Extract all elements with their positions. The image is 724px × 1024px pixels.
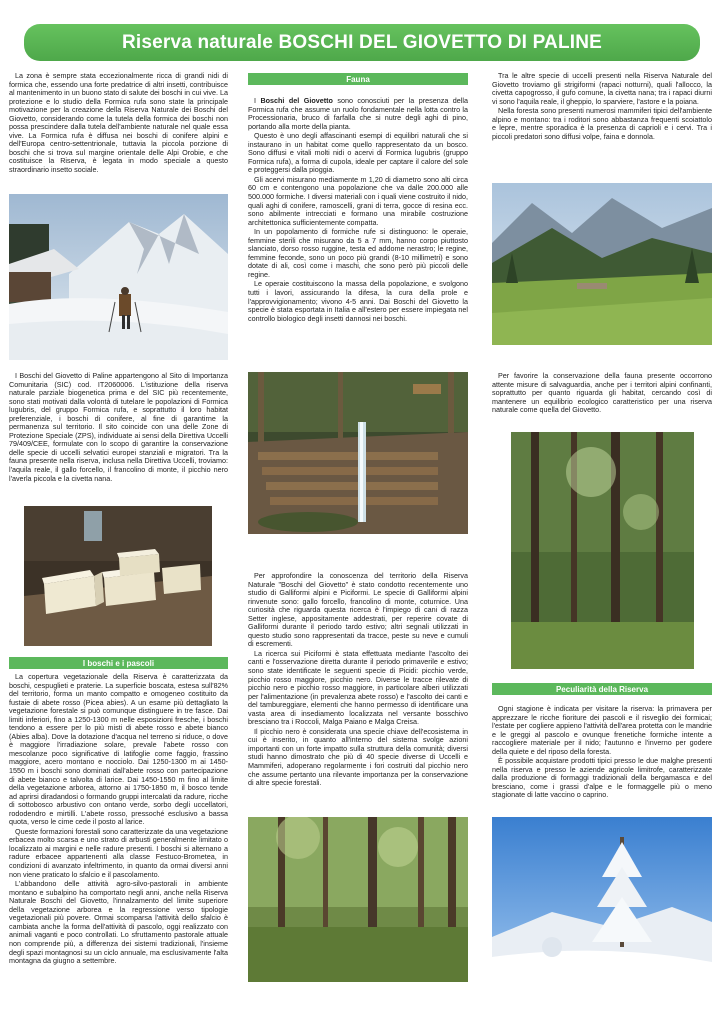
peculiarita-section-header bbox=[492, 683, 712, 695]
conifer-forest-photo bbox=[511, 432, 694, 669]
uccelli-paragraph-1: Tra le altre specie di uccelli presenti nella Riserva Naturale del Giovetto troviamo gli strigiformi (rapaci notturni), quali l'allocco, la civetta capogrosso, il gufo comune, la civetta nana; tra i rapaci diurni vi sono l'aquila reale, il gheppio, lo sparviere, l'astore e la poiana. bbox=[492, 71, 712, 106]
fauna-paragraph-1: I Boschi del Giovetto sono conosciuti per la presenza della Formica rufa che assume un ruolo fondamentale nella lotta contro la Processionaria, bruco di farfalla che si nutre degli aghi di pino, portando alla morte della pianta. bbox=[248, 96, 468, 131]
boschi-paragraph-2: Queste formazioni forestali sono caratterizzate da una vegetazione erbacea molto scarsa e uno strato di arbusti generalmente limitato o localizzato ai margini e nelle radure presenti. I boschi si alternano a radure erbacee appartenenti alla classe Festuco-Brometea, in condizioni di avanzato infeltrimento, in quanto da ormai diversi anni non viene praticato lo sfalcio e il pascolamento. bbox=[9, 826, 228, 879]
galliformi-paragraph-3: Il picchio nero è considerata una specie chiave dell'ecosistema in cui è inserito, in quanto all'interno del sistema svolge azioni importanti con un forte impatto sulla struttura della comunità; diversi studi hanno dimostrato che più di 40 specie diverse di Uccelli e Mammiferi, adoperano regolarmente i fori costruiti dal picchio nero che assume pertanto una rilevante importanza per la conservazione di altre specie forestali. bbox=[248, 726, 468, 788]
page-title: Riserva naturale BOSCHI DEL GIOVETTO DI PALINE bbox=[121, 31, 603, 53]
uccelli-text bbox=[492, 72, 712, 141]
cheese-photo bbox=[24, 506, 212, 646]
boschi-paragraph-1: La copertura vegetazionale della Riserva è caratterizzata da boschi, cespuglieti e praterie. La superficie boscata, estesa sull'82% del territorio, forma un manto compatto e omogeneo costituito da fustaie di abete rosso (Picea abies). A un esame più dettagliato la vegetazione forestale si può comunque distinguere in tre fasce. Dai limiti inferiori, fino a 1250-1300 m nelle esposizioni fresche, i boschi tendono a essere per lo più misti di abete rosso e abete bianco (Abies alba). Dove la dotazione d'acqua nel terreno si riduce, o dove è maggiore l'irradiazione solare, prevale l'abete rosso con mescolanze poco significative di latifoglie come faggio, frassino maggiore, acero montano e nocciolo. Dai 1250-1300 m ai 1450-1550 m i boschi sono dominati dall'abete rosso con partecipazione di abete bianco e talvolta di larice. Dai 1450-1550 m fino al limite della vegetazione arborea, attorno ai 1750-1850 m, il bosco tende ad aprirsi diradandosi o formando gruppi intercalati da radure, ricche di sottobosco arbustivo con ontano verde, sorbo degli uccellatori, rododendro e mirtilli. L'abete rosso, pressoché esclusivo a bassa quota, verso le cime cede il posto al larice. bbox=[9, 672, 228, 827]
fauna-text bbox=[248, 97, 468, 323]
fauna-section-title: Fauna bbox=[346, 74, 370, 84]
waterfall-photo bbox=[248, 372, 468, 534]
peculiarita-paragraph-2: È possibile acquistare prodotti tipici presso le due malghe presenti nella riserva e presso le aziende agricole limitrofe, caratterizzate dalla produzione di formaggi tradizionali della bergamasca e del bresciano, come i grassi d'alpe e le formaggelle più o meno stagionate di latte vaccino o caprino. bbox=[492, 756, 712, 800]
conservazione-text bbox=[492, 372, 712, 415]
boschi-paragraph-3: L'abbandono delle attività agro-silvo-pastorali in ambiente montano e subalpino ha comportato negli anni, anche nella Riserva Naturale Boschi del Giovetto, l'innalzamento del limite superiore della vegetazione arborea e la regressione verso tipologie vegetazionali più povere. Ormai scomparsa l'attività dello sfalcio è cambiata anche la forma dell'attività di pascolo, oggi realizzato con animali vaganti e poco controllati. Lo sfruttamento pastorale attuale non comprende più, a differenza dei sistemi tradizionali, l'insieme degli spazi montagnosi su un ciclo annuale, ma esclusivamente l'alta montagna da giugno a settembre. bbox=[9, 879, 228, 966]
fauna-paragraph-4: In un popolamento di formiche rufe si distinguono: le operaie, femmine sterili che misurano da 5 a 7 mm, hanno corpo piuttosto slanciato, dorso rosso ruggine, testa ed addome nerastro; le regine, femmine feconde, sono un poco più grandi (8-10 millimetri) e sono dotate di ali, così come i maschi, che sono però più piccoli delle regine. bbox=[248, 227, 468, 279]
natura2000-text bbox=[9, 372, 228, 483]
title-banner bbox=[24, 24, 700, 61]
boschi-section-header bbox=[9, 657, 228, 669]
snowy-tree-photo bbox=[492, 817, 712, 982]
peculiarita-section-title: Peculiarità della Riserva bbox=[555, 684, 649, 694]
forest-photo bbox=[248, 817, 468, 982]
galliformi-text bbox=[248, 572, 468, 788]
peculiarita-text bbox=[492, 705, 712, 800]
intro-paragraph: La zona è sempre stata eccezionalmente ricca di grandi nidi di formica che, essendo una forte predatrice di altri insetti, contribuisce al mantenimento in un buono stato di salute dei boschi in cui vive. La protezione e lo studio della Formica rufa sono state la principale motivazione per la creazione della Riserva Naturale dei Boschi del Giovetto, considerando come la tutela della formica dei boschi non possa prescindere dalla tutela dell'ambiente naturale nel quale essa vive. La Formica rufa è diffusa nei boschi di conifere alpini e dell'Europa centro-settentrionale, tuttavia la piccola porzione di boschi che si trova sul margine orientale delle Alpi Orobie, e che costituisce la Riserva, è legata in modo speciale a questo straordinario insetto sociale. bbox=[9, 71, 228, 175]
galliformi-paragraph-2: La ricerca sui Piciformi è stata effettuata mediante l'ascolto dei canti e l'osservazione diretta durante il periodo primaverile e estivo; sono state identificate le seguenti specie di Picidi: picchio verde, picchio rosso maggiore, picchio nero. Diverse le tracce rilevate di picchio nero e picchio rosso maggiore, in particolare alberi utilizzati per l'alimentazione (in prevalenza abete rosso) e l'ascolto dei canti e del tambureggiare, elementi che hanno permesso di identificare una vasta area di insediamento localizzata nel versante bosschivo bresciano tra i Roccoli, Malga Paiano e Malga Creisa. bbox=[248, 648, 468, 727]
fauna-paragraph-1-rest: sono conosciuti per la presenza della Formica rufa che assume un ruolo fondamentale nella lotta contro la Processionaria, bruco di farfalla che si nutre degli aghi di pino, portando alla morte della pianta. bbox=[248, 96, 468, 131]
uccelli-paragraph-2: Nella foresta sono presenti numerosi mammiferi tipici dell'ambiente alpino e montano: tra i roditori sono abbastanza frequenti scoiattolo e lepre, mentre sporadica è la presenza di caprioli e i cervi. Tra i piccoli predatori sono diffusi volpe, faina e donnola. bbox=[492, 106, 712, 141]
fauna-paragraph-5: Le operaie costituiscono la massa della popolazione, e svolgono tutti i lavori, assicurando la difesa, la cura della prole e l'approvvigionamento; vivono 4-5 anni. Dai Boschi del Giovetto la specie è stata esportata in Italia e all'estero per essere impiegata nel controllo biologico degli insetti dannosi nei boschi. bbox=[248, 279, 468, 323]
peculiarita-paragraph-1: Ogni stagione è indicata per visitare la riserva: la primavera per apprezzare le ricche fioriture dei pascoli e il risveglio dei formicai; l'estate per cogliere appieno l'attività dell'area protetta con le mandrie e le greggi al pascolo e ovunque frenetiche formiche intente a raccogliere materiale per il nido; l'autunno e l'inverno per godere della quiete e del riposo della foresta. bbox=[492, 704, 712, 756]
fauna-paragraph-3: Gli acervi misurano mediamente m 1,20 di diametro sono alti circa 60 cm e contengono una popolazione che va dalle 200.000 alle 500.000 formiche. I diversi materiali con i quali viene costruito il nido, quali aghi di conifere, ramoscelli, grani di terra, gocce di resina ecc. sono abilmente intrecciati e formano una mirabile costruzione architettonica sufficientemente compatta. bbox=[248, 174, 468, 227]
fauna-paragraph-2: Questo è uno degli affascinanti esempi di equilibri naturali che si instaurano in un habitat come quello rappresentato da un bosco. Sono diffusi e vitali molti nidi o acervi di Formica lugubris (gruppo Formica rufa), a forma di cupola, ideale per captare il calore del sole e proteggersi dalla pioggia. bbox=[248, 131, 468, 175]
natura2000-paragraph: I Boschi del Giovetto di Paline appartengono al Sito di Importanza Comunitaria (SIC) cod. IT2060006. L'istituzione della riserva naturale parziale biogenetica prima e del SIC più recentemente, sono stati motivati dalla volontà di tutelare le popolazioni di Formica lugubris, del gruppo Formica rufa, e soprattutto il loro habitat preferenziale, i boschi di conifere, al fine di garantirne la permanenza sul territorio. Il sito coincide con una delle Zone di Protezione Speciale (ZPS), individuate ai sensi della Direttiva Uccelli 79/409/CEE, formulate con lo scopo di garantire la conservazione delle specie di uccelli selvatici europei stanziali e migratori. Tra la fauna presente nella riserva, inclusa nella Direttiva Uccelli, troviamo: l'aquila reale, il gallo forcello, il francolino di monte, il picchio nero l'averla piccola e la civetta nana. bbox=[9, 371, 228, 483]
intro-text bbox=[9, 72, 228, 175]
fauna-lead-bold: Boschi del Giovetto bbox=[260, 96, 333, 105]
snow-hiker-photo bbox=[9, 194, 228, 360]
fauna-section-header bbox=[248, 73, 468, 85]
galliformi-paragraph-1: Per approfondire la conoscenza del territorio della Riserva Naturale "Boschi del Giovetto" è stato condotto recentemente uno studio di Galliformi alpini e Piciformi. Le specie di Galliformi alpini rinvenute sono: gallo forcello, francolino di monte, coturnice. Una curiosità che riguarda questa ricerca è l'impiego di cani di razza Setter inglese, appositamente addestrati, per reperire covate di Galliformi durante il periodo tardo estivo; altri segnali utilizzati in questo studio sono rappresentati da tracce, peste su neve e cumuli di escrementi. bbox=[248, 571, 468, 649]
conservazione-paragraph: Per favorire la conservazione della fauna presente occorrono attente misure di salvaguardia, anche per i territori alpini confinanti, soprattutto per quanto riguarda gli habitat, cercando così di mantenere un equilibrio ecologico caratteristico per una riserva naturale come quella del Giovetto. bbox=[492, 371, 712, 415]
boschi-section-title: I boschi e i pascoli bbox=[82, 658, 155, 668]
boschi-text bbox=[9, 673, 228, 966]
valley-photo bbox=[492, 183, 712, 345]
